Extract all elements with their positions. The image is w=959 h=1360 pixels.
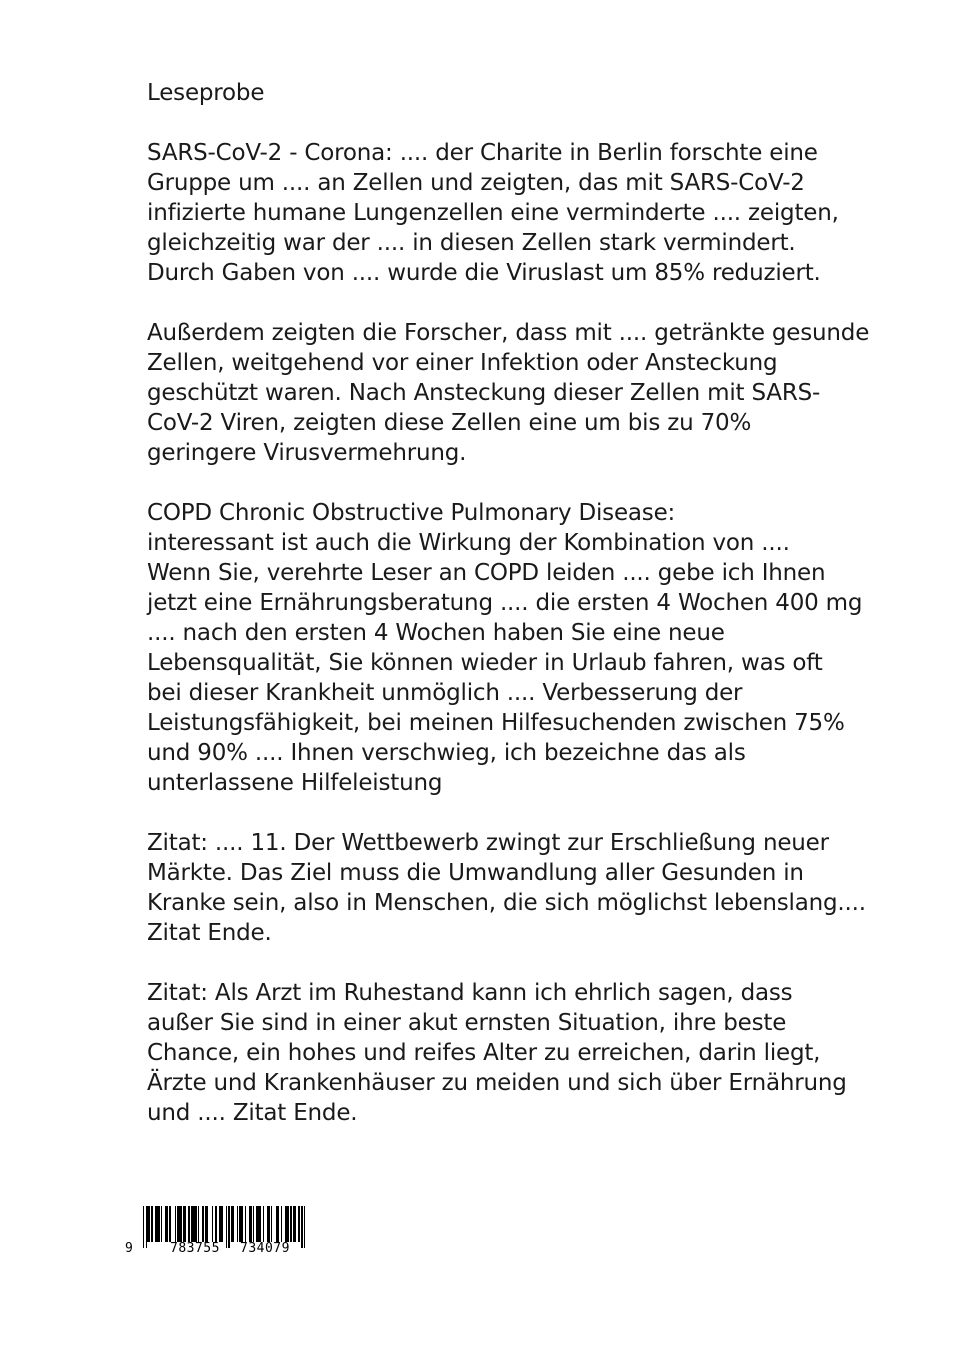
text-line: Märkte. Das Ziel muss die Umwandlung aller Gesunden in: [147, 860, 804, 886]
paragraph-copd: [147, 498, 863, 798]
text-line: jetzt eine Ernährungsberatung .... die ersten 4 Wochen 400 mg: [147, 590, 863, 616]
text-line: Zellen, weitgehend vor einer Infektion oder Ansteckung: [147, 350, 778, 376]
document-page: [147, 78, 870, 1158]
text-line: unterlassene Hilfeleistung: [147, 770, 443, 796]
text-line: Chance, ein hohes und reifes Alter zu erreichen, darin liegt,: [147, 1040, 821, 1066]
text-line: geschützt waren. Nach Ansteckung dieser Zellen mit SARS-: [147, 380, 821, 406]
text-line: Zitat Ende.: [147, 920, 272, 946]
barcode-lead-digit: 9: [125, 1241, 133, 1256]
text-line: .... nach den ersten 4 Wochen haben Sie eine neue: [147, 620, 725, 646]
text-line: Wenn Sie, verehrte Leser an COPD leiden .... gebe ich Ihnen: [147, 560, 826, 586]
text-line: Durch Gaben von .... wurde die Viruslast um 85% reduziert.: [147, 260, 821, 286]
barcode-digits-right: 734079: [240, 1241, 290, 1256]
text-line: außer Sie sind in einer akut ernsten Situation, ihre beste: [147, 1010, 787, 1036]
isbn-barcode: [120, 1206, 320, 1266]
text-line: Gruppe um .... an Zellen und zeigten, das mit SARS-CoV-2: [147, 170, 805, 196]
text-line: Zitat: Als Arzt im Ruhestand kann ich ehrlich sagen, dass: [147, 980, 793, 1006]
barcode-digits-left: 783755: [170, 1241, 220, 1256]
paragraph-forscher: [147, 318, 870, 468]
text-line: COPD Chronic Obstructive Pulmonary Disease:: [147, 500, 676, 526]
paragraph-zitat-2: [147, 978, 847, 1128]
text-line: CoV-2 Viren, zeigten diese Zellen eine um bis zu 70%: [147, 410, 752, 436]
text-line: geringere Virusvermehrung.: [147, 440, 467, 466]
text-line: interessant ist auch die Wirkung der Kombination von ....: [147, 530, 790, 556]
text-line: und 90% .... Ihnen verschwieg, ich bezeichne das als: [147, 740, 746, 766]
page-heading: Leseprobe: [147, 80, 265, 106]
text-line: Außerdem zeigten die Forscher, dass mit .... getränkte gesunde: [147, 320, 870, 346]
barcode-bar: [304, 1206, 305, 1248]
text-line: und .... Zitat Ende.: [147, 1100, 358, 1126]
text-line: SARS-CoV-2 - Corona: .... der Charite in Berlin forschte eine: [147, 140, 818, 166]
text-line: bei dieser Krankheit unmöglich .... Verbesserung der: [147, 680, 743, 706]
text-line: Leistungsfähigkeit, bei meinen Hilfesuchenden zwischen 75%: [147, 710, 845, 736]
text-line: Zitat: .... 11. Der Wettbewerb zwingt zur Erschließung neuer: [147, 830, 829, 856]
paragraph-zitat-1: [147, 828, 866, 948]
text-line: gleichzeitig war der .... in diesen Zellen stark vermindert.: [147, 230, 796, 256]
text-line: Kranke sein, also in Menschen, die sich möglichst lebenslang....: [147, 890, 866, 916]
barcode-bars: [143, 1206, 305, 1242]
heading-block: [147, 78, 847, 108]
text-line: Ärzte und Krankenhäuser zu meiden und sich über Ernährung: [147, 1070, 847, 1096]
text-line: infizierte humane Lungenzellen eine verminderte .... zeigten,: [147, 200, 839, 226]
paragraph-corona: [147, 138, 847, 288]
text-line: Lebensqualität, Sie können wieder in Urlaub fahren, was oft: [147, 650, 823, 676]
